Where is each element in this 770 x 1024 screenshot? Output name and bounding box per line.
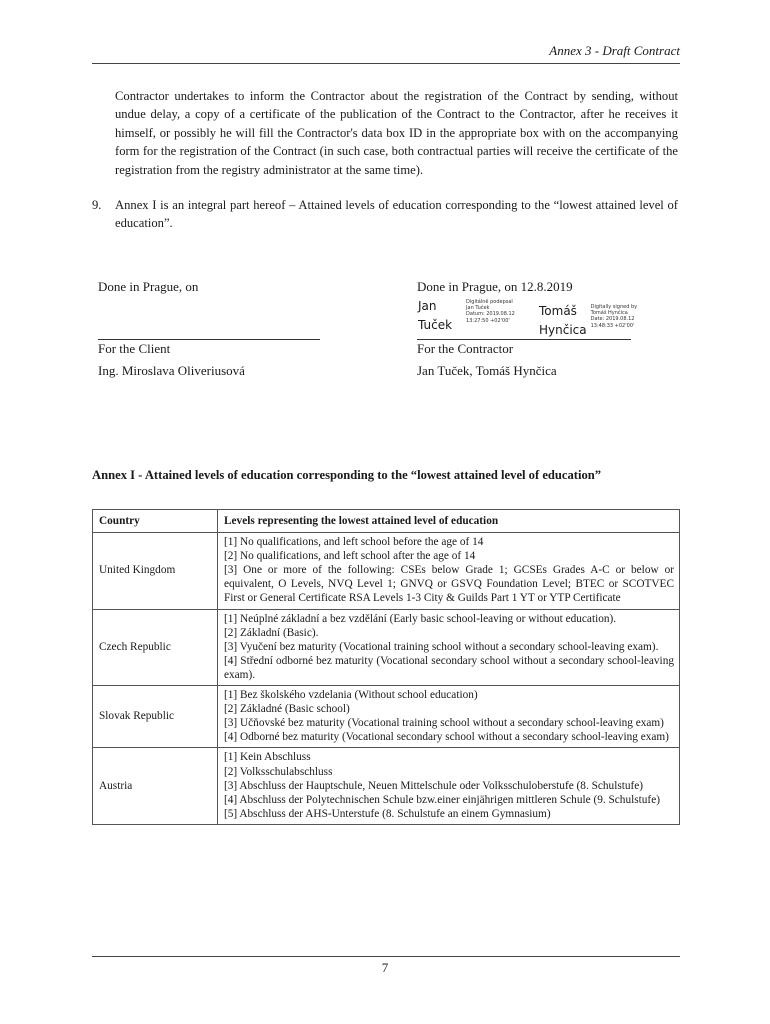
digital-signature-jan-tucek [418, 297, 515, 335]
level-item: [2] No qualifications, and left school after the age of 14 [224, 550, 476, 563]
country-cell: Slovak Republic [93, 686, 218, 748]
client-name: Ing. Miroslava Oliveriusová [98, 363, 245, 378]
level-item: [1] Kein Abschluss [224, 751, 311, 764]
signer-first-name: Tomáš [539, 304, 577, 318]
level-item: [4] Abschluss der Polytechnischen Schule bzw.einer einjährigen mittleren Schule (9. Schulstufe) [224, 793, 660, 806]
contractor-name: Jan Tuček, Tomáš Hynčica [417, 363, 557, 378]
education-levels-table [92, 509, 680, 825]
level-item: [3] One or more of the following: CSEs below Grade 1; GCSEs Grades A-C or below or equivalent, O Levels, NVQ Level 1; GNVQ or GSVQ Foundation Level; BTEC or SCOTVEC First or General Certificate RSA Levels 1-3 City & Guilds Part 1 YT or YTP Certificate [224, 564, 674, 605]
level-item: [4] Odborné bez maturity (Vocational secondary school without a secondary school-leaving exam) [224, 731, 669, 744]
client-done-in: Done in Prague, on [98, 279, 199, 294]
signature-detail-line: 13:48:33 +02'00' [590, 322, 635, 329]
levels-cell [218, 609, 680, 685]
footer-divider [92, 956, 680, 957]
signature-detail-line: Digitally signed by [590, 304, 638, 310]
level-item: [3] Vyučení bez maturity (Vocational training school without a secondary school-leaving exam). [224, 640, 659, 653]
annex-title: Annex I - Attained levels of education corresponding to the “lowest attained level of education” [92, 468, 602, 482]
level-item: [4] Střední odborné bez maturity (Vocational secondary school without a secondary school-leaving exam). [224, 654, 674, 681]
level-item: [3] Abschluss der Hauptschule, Neuen Mittelschule oder Volksschuloberstufe (8. Schulstufe) [224, 779, 644, 792]
signer-last-name: Tuček [418, 318, 453, 332]
digital-signature-tomas-hyncica [539, 302, 637, 340]
header-divider [92, 63, 680, 64]
item-9-text: Annex I is an integral part hereof – Attained levels of education corresponding to the “lowest attained level of education”. [115, 198, 678, 231]
level-item: [2] Základní (Basic). [224, 626, 319, 639]
signature-detail-line: Date: 2019.08.12 [590, 316, 635, 323]
signature-detail-line: 13:27:50 +02'00' [466, 317, 510, 324]
signature-detail-line: Jan Tuček [466, 305, 490, 312]
signature-detail-line: Tomáš Hynčica [590, 310, 628, 317]
level-item: [3] Učňovské bez maturity (Vocational training school without a secondary school-leaving exam) [224, 717, 664, 730]
level-item: [1] No qualifications, and left school before the age of 14 [224, 536, 484, 549]
signer-first-name: Jan [418, 299, 437, 313]
levels-cell [218, 686, 680, 748]
country-cell: Czech Republic [93, 609, 218, 685]
table-header-row [93, 510, 680, 533]
country-cell: United Kingdom [93, 533, 218, 609]
levels-cell [218, 533, 680, 609]
item-9-number: 9. [92, 198, 102, 212]
level-item: [1] Neúplné základní a bez vzdělání (Early basic school-leaving or without education). [224, 612, 617, 625]
page-number: 7 [381, 960, 389, 975]
level-item: [2] Volksschulabschluss [224, 765, 333, 778]
contractor-role: For the Contractor [417, 341, 514, 356]
table-row [93, 686, 680, 748]
column-header-country: Country [93, 510, 218, 533]
client-role: For the Client [98, 341, 171, 356]
contractor-done-in: Done in Prague, on 12.8.2019 [417, 279, 573, 294]
signer-last-name: Hynčica [539, 323, 587, 337]
levels-cell [218, 748, 680, 824]
table-row [93, 609, 680, 685]
column-header-levels: Levels representing the lowest attained level of education [218, 510, 680, 533]
country-cell: Austria [93, 748, 218, 824]
signature-detail-line: Digitálně podepsal [466, 299, 513, 305]
contract-paragraph-continuation: Contractor undertakes to inform the Contractor about the registration of the Contract by sending, without undue delay, a copy of a certificate of the publication of the Contract to the Contractor, after he receives it himself, or possibly he will fill the Contractor's data box ID in the appropriate box with on the accompanying form for the registration of the Contract (in such case, both contractual parties will receive the certificate of the registration from the registry administrator at the same time). [115, 89, 678, 177]
level-item: [1] Bez školského vzdelania (Without school education) [224, 689, 478, 702]
level-item: [5] Abschluss der AHS-Unterstufe (8. Schulstufe an einem Gymnasium) [224, 807, 551, 820]
level-item: [2] Základné (Basic school) [224, 703, 350, 716]
table-row [93, 748, 680, 824]
signature-detail-line: Datum: 2019.08.12 [466, 311, 515, 318]
page-header-title: Annex 3 - Draft Contract [549, 43, 680, 58]
table-row [93, 533, 680, 609]
